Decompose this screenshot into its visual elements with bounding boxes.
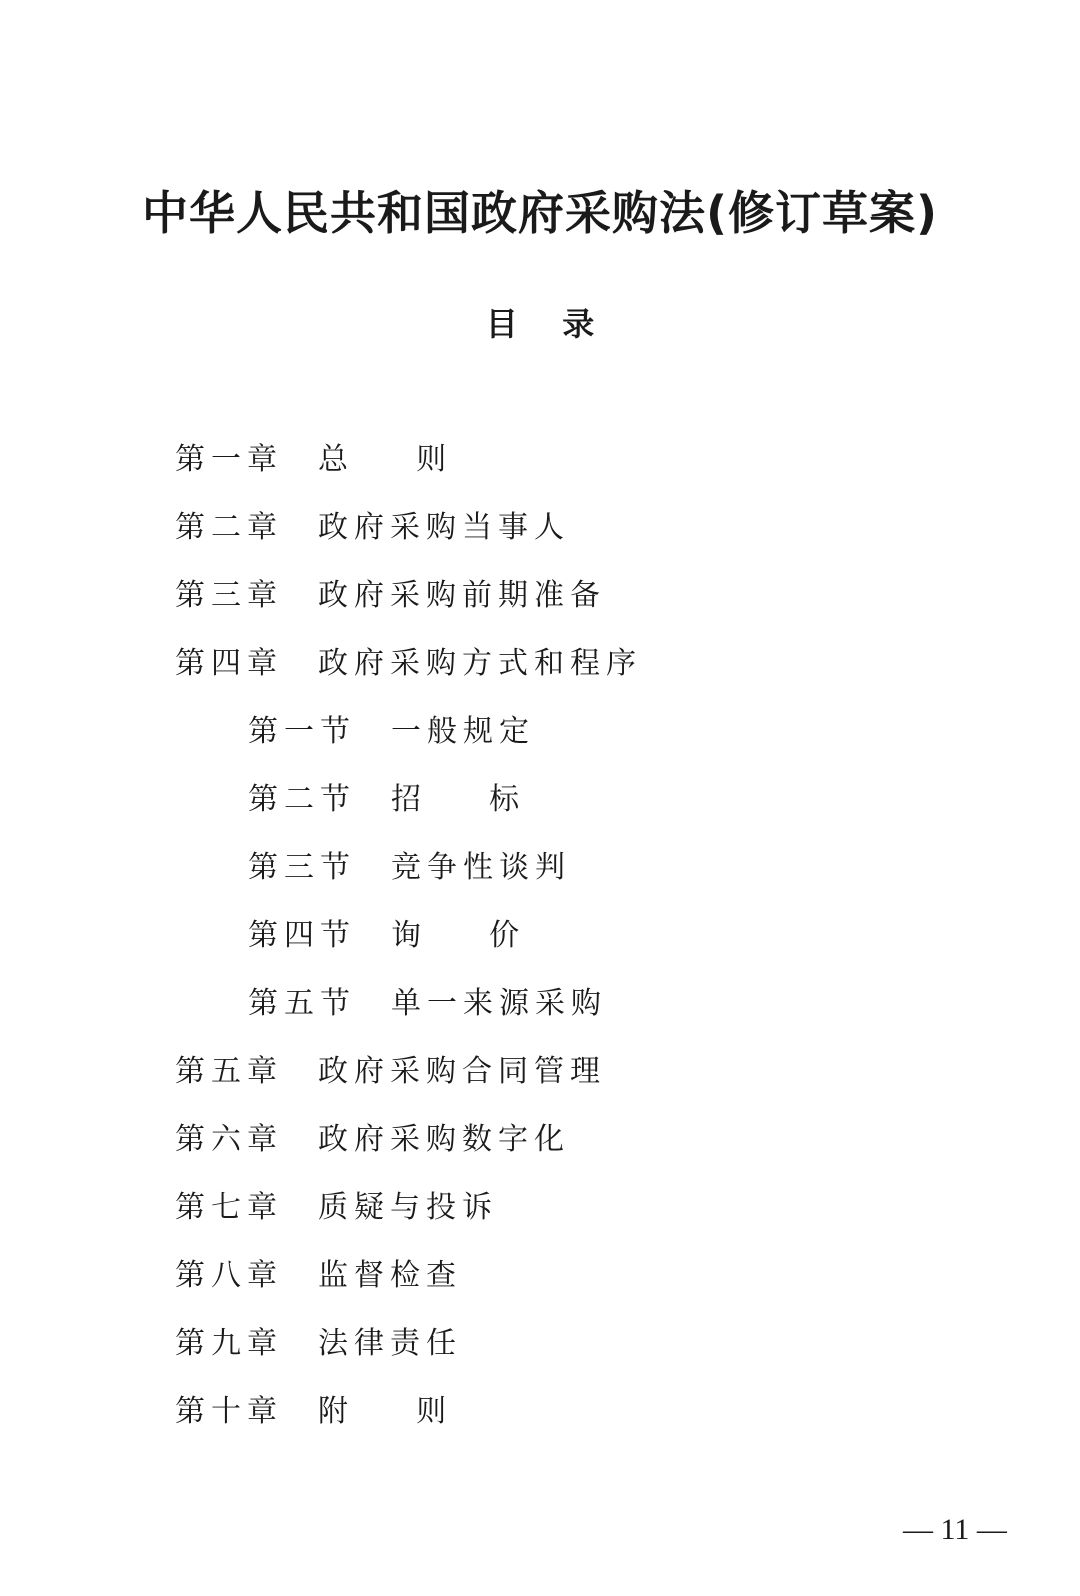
toc-entry-number: 第三节	[248, 850, 356, 885]
toc-chapter-8[interactable]	[175, 1250, 975, 1318]
toc-section-3[interactable]	[175, 842, 975, 910]
toc-entry-title: 总 则	[318, 442, 453, 477]
toc-chapter-10[interactable]	[175, 1386, 975, 1454]
toc-entry-title: 单一来源采购	[391, 986, 607, 1021]
toc-entry-number: 第一节	[248, 714, 356, 749]
toc-entry-number: 第四节	[248, 918, 356, 953]
toc-entry-title: 政府采购数字化	[318, 1122, 570, 1157]
toc-entry-title: 政府采购当事人	[318, 510, 570, 545]
toc-entry-title: 政府采购前期准备	[318, 578, 606, 613]
toc-section-5[interactable]	[175, 978, 975, 1046]
toc-section-2[interactable]	[175, 774, 975, 842]
toc-entry-number: 第二节	[248, 782, 356, 817]
toc-entry-title: 竞争性谈判	[391, 850, 571, 885]
toc-entry-number: 第四章	[175, 646, 283, 681]
toc-section-1[interactable]	[175, 706, 975, 774]
toc-entry-number: 第二章	[175, 510, 283, 545]
document-title: 中华人民共和国政府采购法(修订草案)	[141, 185, 939, 240]
toc-entry-title: 政府采购方式和程序	[318, 646, 642, 681]
table-of-contents	[175, 434, 975, 1454]
toc-entry-number: 第三章	[175, 578, 283, 613]
toc-section-4[interactable]	[175, 910, 975, 978]
toc-chapter-4[interactable]	[175, 638, 975, 706]
toc-entry-number: 第一章	[175, 442, 283, 477]
toc-entry-title: 附 则	[318, 1394, 453, 1429]
toc-chapter-7[interactable]	[175, 1182, 975, 1250]
toc-entry-number: 第九章	[175, 1326, 283, 1361]
toc-chapter-2[interactable]	[175, 502, 975, 570]
toc-heading: 目 录	[485, 305, 595, 343]
toc-chapter-5[interactable]	[175, 1046, 975, 1114]
toc-chapter-1[interactable]	[175, 434, 975, 502]
toc-entry-title: 监督检查	[318, 1258, 462, 1293]
toc-entry-title: 法律责任	[318, 1326, 462, 1361]
toc-entry-title: 一般规定	[391, 714, 535, 749]
toc-entry-number: 第十章	[175, 1394, 283, 1429]
toc-entry-title: 政府采购合同管理	[318, 1054, 606, 1089]
toc-entry-title: 招 标	[391, 782, 526, 817]
toc-entry-number: 第五章	[175, 1054, 283, 1089]
toc-entry-number: 第五节	[248, 986, 356, 1021]
toc-chapter-6[interactable]	[175, 1114, 975, 1182]
toc-entry-number: 第六章	[175, 1122, 283, 1157]
toc-chapter-9[interactable]	[175, 1318, 975, 1386]
toc-entry-number: 第八章	[175, 1258, 283, 1293]
toc-entry-number: 第七章	[175, 1190, 283, 1225]
page-number: — 11 —	[903, 1513, 1007, 1546]
toc-entry-title: 质疑与投诉	[318, 1190, 498, 1225]
toc-chapter-3[interactable]	[175, 570, 975, 638]
toc-entry-title: 询 价	[391, 918, 526, 953]
